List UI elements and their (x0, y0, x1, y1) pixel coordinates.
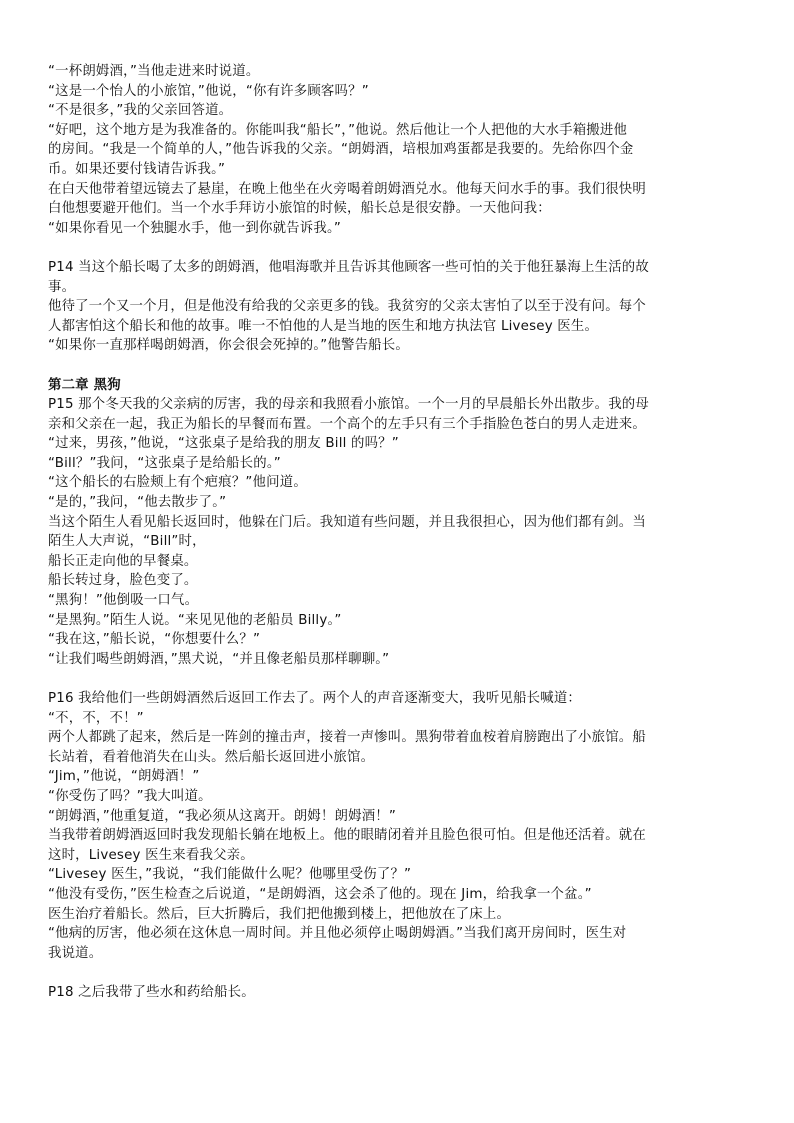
text-line: “不，不，不！” (48, 710, 144, 726)
text-line: “是黑狗。”陌生人说。“来见见他的老船员 Billy。” (48, 612, 342, 628)
text-line: 事。 (48, 279, 76, 295)
text-line: 陌生人大声说，“Bill”时， (48, 534, 206, 550)
text-line: “一杯朗姆酒，”当他走进来时说道。 (48, 64, 260, 79)
text-line: 医生治疗着船长。然后，巨大折腾后，我们把他搬到楼上，把他放在了床上。 (48, 906, 511, 922)
text-line: 两个人都跳了起来，然后是一阵剑的撞击声，接着一声惨叫。黑狗带着血桉着肩膀跑出了小旅馆。船 (48, 730, 646, 746)
text-line: P18 之后我带了些水和药给船长。 (48, 984, 255, 1000)
text-line: “是的，”我问，“他去散步了。” (48, 495, 227, 511)
blank-line (48, 963, 758, 983)
text-line: “Livesey 医生，”我说，“我们能做什么呢？他哪里受伤了？” (48, 867, 412, 883)
text-line: 长站着，看着他消失在山头。然后船长返回进小旅馆。 (48, 749, 375, 765)
text-line: 船长转过身，脸色变了。 (48, 573, 198, 589)
text-line: 币。如果还要付钱请告诉我。” (48, 161, 226, 177)
text-line: 当我带着朗姆酒返回时我发现船长躺在地板上。他的眼睛闭着并且脸色很可怕。但是他还活着。就在 (48, 828, 646, 844)
text-line: P14 当这个船长喝了太多的朗姆酒，他唱海歌并且告诉其他顾客一些可怕的关于他狂暴海上生活的故 (48, 259, 649, 275)
text-line: “Jim，”他说，“朗姆酒！” (48, 769, 200, 785)
text-line: “让我们喝些朗姆酒，”黑犬说，“并且像老船员那样聊聊。” (48, 651, 390, 667)
text-line: “Bill？”我问，“这张桌子是给船长的。” (48, 455, 281, 471)
text-line: “这是一个怡人的小旅馆，”他说，“你有许多顾客吗？” (48, 83, 369, 99)
text-line: P15 那个冬天我的父亲病的厉害，我的母亲和我照看小旅馆。一个一月的早晨船长外出散步。我的母 (48, 397, 649, 413)
text-line: 这时，Livesey 医生来看我父亲。 (48, 847, 254, 863)
text-line: “好吧，这个地方是为我准备的。你能叫我“船长”，”他说。然后他让一个人把他的大水手箱搬进他 (48, 122, 628, 138)
text-line: “如果你一直那样喝朗姆酒，你会很会死掉的。”他警告船长。 (48, 338, 409, 354)
blank-line (48, 669, 758, 689)
text-line: “他病的厉害，他必须在这休息一周时间。并且他必须停止喝朗姆酒。”当我们离开房间时，医生对 (48, 926, 627, 942)
document-page (48, 62, 758, 1003)
text-line: “他没有受伤，”医生检查之后说道，“是朗姆酒，这会杀了他的。现在 Jim，给我拿一个盆。” (48, 886, 592, 902)
text-line: “你受伤了吗？”我大叫道。 (48, 788, 212, 804)
text-line: “不是很多，”我的父亲回答道。 (48, 103, 233, 119)
text-line: “朗姆酒，”他重复道，“我必须从这离开。朗姆！朗姆酒！” (48, 808, 397, 824)
text-line: 他待了一个又一个月，但是他没有给我的父亲更多的钱。我贫穷的父亲太害怕了以至于没有问。每个 (48, 299, 646, 315)
text-line: “黑狗！”他倒吸一口气。 (48, 593, 199, 609)
text-line: “过来，男孩，”他说，“这张桌子是给我的朋友 Bill 的吗？” (48, 436, 399, 452)
blank-line (48, 238, 758, 258)
text-line: 人都害怕这个船长和他的故事。唯一不怕他的人是当地的医生和地方执法官 Livesey 医生。 (48, 318, 599, 334)
text-line: 当这个陌生人看见船长返回时，他躲在门后。我知道有些问题，并且我很担心，因为他们都有剑。当 (48, 514, 646, 530)
text-line: 在白天他带着望远镜去了悬崖，在晚上他坐在火旁喝着朗姆酒兑水。他每天问水手的事。我们很快明 (48, 181, 646, 197)
text-line: “如果你看见一个独腿水手，他一到你就告诉我。” (48, 220, 341, 236)
text-line: 亲和父亲在一起，我正为船长的早餐而布置。一个高个的左手只有三个手指脸色苍白的男人走进来。 (48, 416, 646, 432)
text-line: 白他想要避开他们。当一个水手拜访小旅馆的时候，船长总是很安静。一天他问我： (48, 201, 551, 217)
text-line: “这个船长的右脸颊上有个疤痕？”他问道。 (48, 475, 307, 491)
text-line: “我在这，”船长说，“你想要什么？” (48, 632, 261, 648)
text-line: 我说道。 (48, 945, 103, 961)
text-line: 船长正走向他的早餐桌。 (48, 553, 198, 569)
text-line: P16 我给他们一些朗姆酒然后返回工作去了。两个人的声音逐渐变大，我听见船长喊道： (48, 691, 582, 706)
chapter-heading: 第二章 黑狗 (48, 377, 121, 393)
blank-line (48, 356, 758, 376)
text-line: 的房间。“我是一个简单的人，”他告诉我的父亲。“朗姆酒，培根加鸡蛋都是我要的。先给你四个金 (48, 142, 634, 158)
